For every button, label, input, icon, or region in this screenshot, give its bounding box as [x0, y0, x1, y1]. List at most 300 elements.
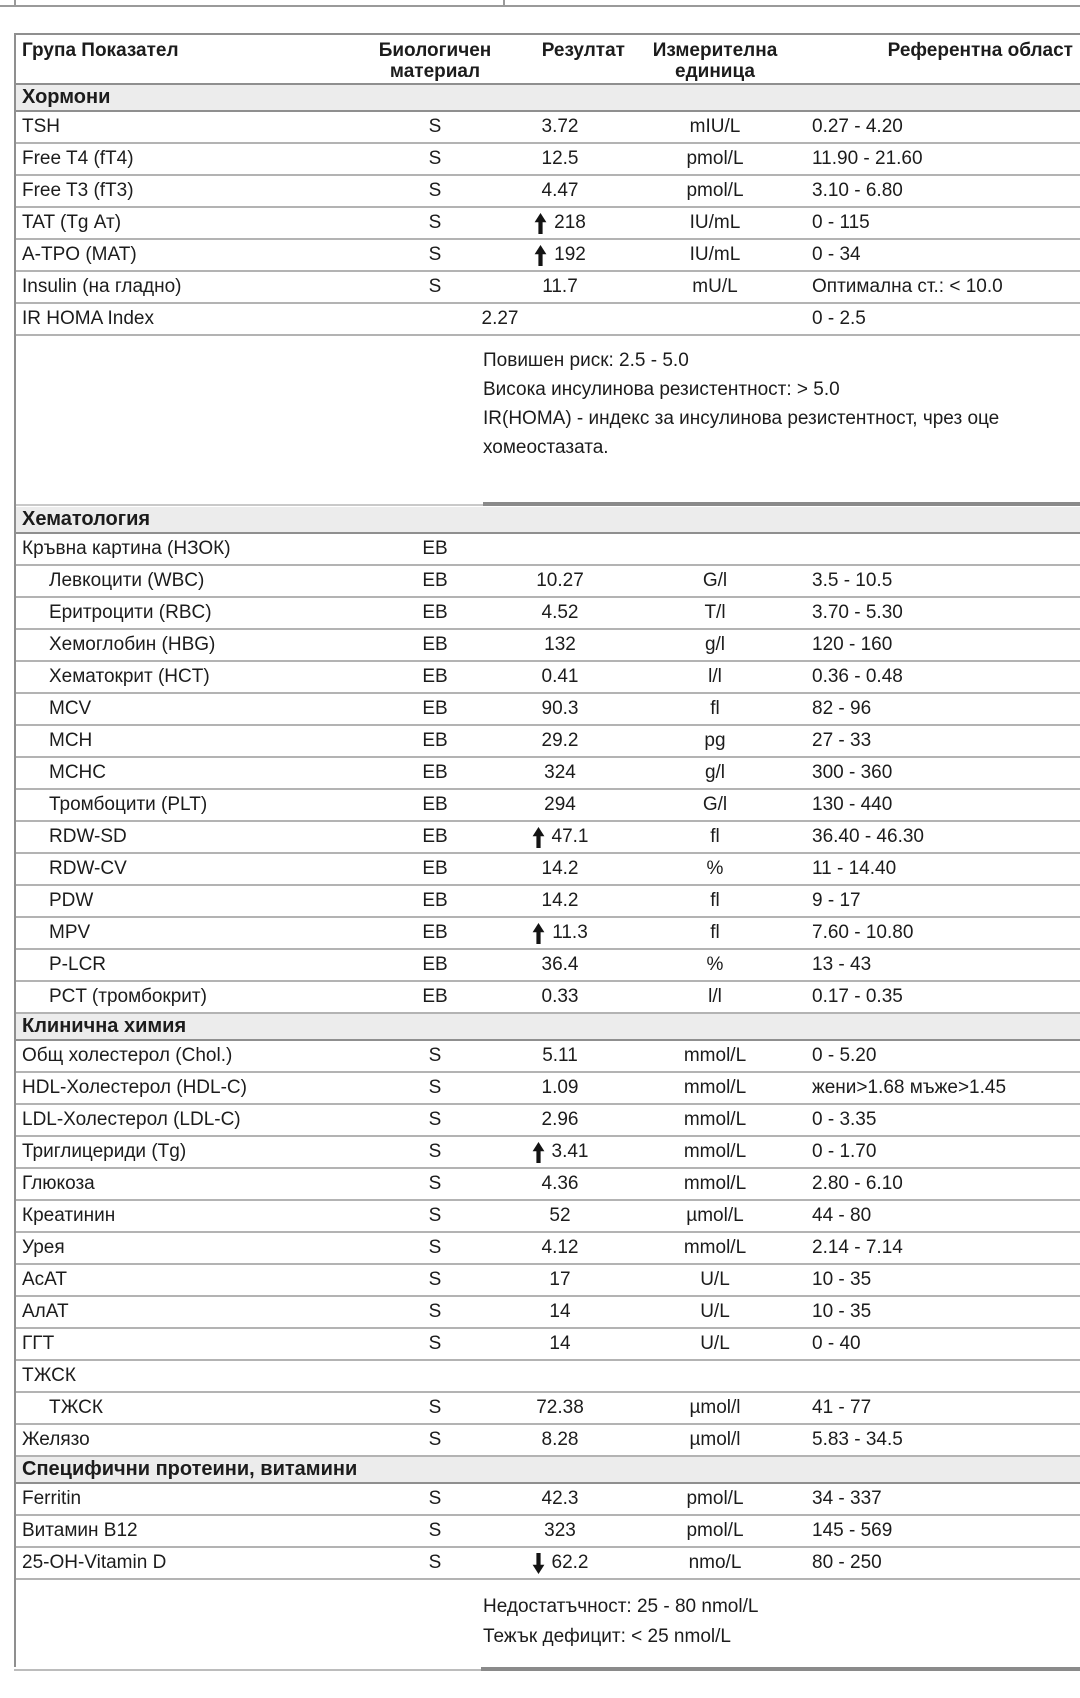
unit-cell: G/l: [702, 794, 728, 815]
indicator-name: Глюкоза: [22, 1173, 95, 1194]
note-line: IR(HOMA) - индекс за инсулинова резистентност, чрез оце: [483, 408, 1000, 429]
reference-cell: 10 - 35: [812, 1269, 872, 1290]
table-row: [16, 982, 1080, 1014]
indicator-name: Урея: [22, 1237, 65, 1258]
material-cell: ЕВ: [422, 634, 448, 655]
indicator-name: Еритроцити (RBC): [49, 602, 212, 623]
unit-cell: µmol/l: [689, 1397, 741, 1418]
reference-cell: 11.90 - 21.60: [812, 148, 923, 169]
result-cell: [495, 854, 625, 884]
result-cell: [495, 566, 625, 596]
result-cell: [495, 598, 625, 628]
reference-cell: 13 - 43: [812, 954, 872, 975]
arrow-down-icon: [532, 1553, 545, 1574]
material-cell: S: [428, 1333, 442, 1354]
unit-cell: %: [706, 858, 724, 879]
result-value: 192: [554, 244, 586, 265]
result-value: 42.3: [541, 1488, 579, 1509]
result-value: 218: [554, 212, 586, 233]
bottom-rule-dark-segment: [481, 1667, 1080, 1671]
arrow-up-icon: [534, 213, 547, 234]
result-cell: [495, 918, 625, 948]
result-cell: [495, 1329, 625, 1359]
section-header: Специфични протеини, витамини: [16, 1457, 1080, 1484]
indicator-name: Insulin (на гладно): [22, 276, 182, 297]
result-cell: [375, 304, 625, 334]
result-cell: [495, 1484, 625, 1514]
result-cell: [495, 694, 625, 724]
unit-cell: mmol/L: [683, 1109, 747, 1130]
result-cell: [495, 1105, 625, 1135]
table-row: [16, 1201, 1080, 1233]
indicator-name: Free T4 (fT4): [22, 148, 134, 169]
previous-table-left-border-tick: [14, 0, 16, 7]
unit-cell: pmol/L: [686, 148, 744, 169]
material-cell: S: [428, 1552, 442, 1573]
unit-cell: U/L: [700, 1301, 730, 1322]
unit-cell: fl: [710, 826, 720, 847]
unit-cell: [625, 304, 805, 334]
material-cell: S: [428, 1109, 442, 1130]
result-value: 29.2: [541, 730, 579, 751]
material-cell: [375, 1361, 495, 1391]
column-header-line: единица: [675, 61, 755, 82]
result-value: 11.7: [542, 276, 578, 297]
table-row: [16, 950, 1080, 982]
material-cell: ЕВ: [422, 826, 448, 847]
result-cell: [495, 144, 625, 174]
unit-cell: U/L: [700, 1269, 730, 1290]
result-cell: [495, 822, 625, 852]
result-value: 4.47: [541, 180, 579, 201]
indicator-name: RDW-CV: [49, 858, 127, 879]
result-cell: [495, 1548, 625, 1578]
unit-cell: G/l: [702, 570, 728, 591]
material-cell: ЕВ: [422, 794, 448, 815]
material-cell: ЕВ: [422, 986, 448, 1007]
material-cell: S: [428, 1141, 442, 1162]
unit-cell: mmol/L: [683, 1237, 747, 1258]
indicator-name: MPV: [49, 922, 91, 943]
unit-cell: pmol/L: [686, 1520, 744, 1541]
result-cell: [495, 1169, 625, 1199]
reference-cell: [805, 534, 1080, 564]
result-cell: [495, 1516, 625, 1546]
material-cell: S: [428, 180, 442, 201]
material-cell: S: [428, 116, 442, 137]
unit-cell: IU/mL: [689, 244, 741, 265]
result-value: 14.2: [541, 858, 579, 879]
unit-cell: mmol/L: [683, 1045, 747, 1066]
material-cell: S: [428, 1205, 442, 1226]
material-cell: S: [428, 212, 442, 233]
material-cell: S: [428, 1173, 442, 1194]
table-row: [16, 1297, 1080, 1329]
previous-table-bottom-rule: [0, 5, 1080, 7]
result-cell: [495, 1297, 625, 1327]
table-row: [16, 208, 1080, 240]
indicator-name: Ferritin: [22, 1488, 82, 1509]
reference-cell: 3.5 - 10.5: [812, 570, 893, 591]
table-row: [16, 1041, 1080, 1073]
arrow-up-icon: [532, 1142, 545, 1163]
result-value: 324: [544, 762, 576, 783]
result-value: 72.38: [536, 1397, 584, 1418]
column-header-line: материал: [389, 61, 481, 82]
result-value: 14: [549, 1333, 571, 1354]
unit-cell: T/l: [704, 602, 726, 623]
material-cell: ЕВ: [422, 570, 448, 591]
table-row: [16, 1484, 1080, 1516]
result-value: 0.41: [541, 666, 579, 687]
material-cell: S: [428, 1520, 442, 1541]
table-row: [16, 112, 1080, 144]
indicator-name: ГГТ: [22, 1333, 55, 1354]
table-row: [16, 1105, 1080, 1137]
reference-cell: 7.60 - 10.80: [812, 922, 914, 943]
reference-cell: 120 - 160: [812, 634, 893, 655]
reference-cell: 41 - 77: [812, 1397, 872, 1418]
reference-cell: Оптимална ст.: < 10.0: [812, 276, 1003, 297]
material-cell: ЕВ: [422, 538, 448, 559]
result-value: 47.1: [551, 826, 589, 847]
table-row: [16, 822, 1080, 854]
material-cell: ЕВ: [422, 922, 448, 943]
unit-cell: mIU/L: [689, 116, 741, 137]
arrow-up-icon: [532, 827, 545, 848]
material-cell: S: [428, 1269, 442, 1290]
column-header-line: Група Показател: [22, 40, 179, 61]
result-cell: [495, 790, 625, 820]
result-value: 12.5: [541, 148, 579, 169]
material-cell: ЕВ: [422, 698, 448, 719]
unit-cell: U/L: [700, 1333, 730, 1354]
table-row: [16, 566, 1080, 598]
reference-cell: 2.14 - 7.14: [812, 1237, 903, 1258]
unit-cell: mmol/L: [683, 1141, 747, 1162]
reference-cell: жени>1.68 мъже>1.45: [812, 1077, 1007, 1098]
section-header: Клинична химия: [16, 1014, 1080, 1041]
indicator-name: Креатинин: [22, 1205, 116, 1226]
material-cell: S: [428, 1397, 442, 1418]
result-value: 4.12: [541, 1237, 579, 1258]
table-row: [16, 1329, 1080, 1361]
table-row: [16, 240, 1080, 272]
unit-cell: µmol/l: [689, 1429, 741, 1450]
result-cell: [495, 1041, 625, 1071]
result-value: 323: [544, 1520, 576, 1541]
result-cell: [495, 112, 625, 142]
result-value: 14: [549, 1301, 571, 1322]
result-value: 2.96: [541, 1109, 579, 1130]
unit-cell: fl: [710, 890, 720, 911]
result-value: 14.2: [541, 890, 579, 911]
table-row: [16, 790, 1080, 822]
result-cell: [495, 1425, 625, 1455]
unit-cell: mmol/L: [683, 1173, 747, 1194]
result-cell: [495, 1393, 625, 1423]
result-cell: [495, 982, 625, 1012]
reference-cell: 300 - 360: [812, 762, 893, 783]
result-cell: [495, 1073, 625, 1103]
notes-block: [16, 336, 1080, 502]
table-row: [16, 1169, 1080, 1201]
result-value: 52: [549, 1205, 571, 1226]
unit-cell: mmol/L: [683, 1077, 747, 1098]
unit-cell: fl: [710, 922, 720, 943]
column-header-reference: [805, 40, 1080, 83]
column-header-unit: [625, 40, 805, 83]
indicator-name: ТЖСК: [22, 1365, 76, 1386]
unit-cell: g/l: [704, 634, 726, 655]
indicator-name: TSH: [22, 116, 60, 137]
result-value: 0.33: [541, 986, 579, 1007]
table-row: [16, 758, 1080, 790]
indicator-name: A-TPO (MAT): [22, 244, 137, 265]
unit-cell: [625, 1361, 805, 1391]
result-cell: [495, 534, 625, 564]
indicator-name: Тромбоцити (PLT): [49, 794, 208, 815]
result-cell: [495, 662, 625, 692]
material-cell: ЕВ: [422, 666, 448, 687]
table-row: [16, 1265, 1080, 1297]
table-row: [16, 1516, 1080, 1548]
unit-cell: pmol/L: [686, 180, 744, 201]
previous-table-column-tick: [503, 0, 505, 7]
reference-cell: 0 - 2.5: [812, 308, 866, 329]
unit-cell: fl: [710, 698, 720, 719]
result-value: 3.72: [541, 116, 579, 137]
indicator-name: Хематокрит (HCT): [49, 666, 210, 687]
table-row: [16, 630, 1080, 662]
reference-cell: 3.10 - 6.80: [812, 180, 903, 201]
note-line: Тежък дефицит: < 25 nmol/L: [483, 1626, 731, 1647]
result-cell: [495, 758, 625, 788]
material-cell: ЕВ: [422, 890, 448, 911]
result-cell: [495, 1137, 625, 1167]
reference-cell: 0.27 - 4.20: [812, 116, 903, 137]
table-row: [16, 726, 1080, 758]
unit-cell: nmo/L: [688, 1552, 742, 1573]
reference-cell: 0 - 34: [812, 244, 861, 265]
result-value: 62.2: [551, 1552, 589, 1573]
indicator-name: Желязо: [22, 1429, 90, 1450]
reference-cell: 34 - 337: [812, 1488, 882, 1509]
notes-block: [16, 1580, 1080, 1667]
note-line: Повишен риск: 2.5 - 5.0: [483, 350, 689, 371]
arrow-up-icon: [532, 923, 545, 944]
material-cell: S: [428, 1237, 442, 1258]
material-cell: S: [428, 1077, 442, 1098]
result-value: 11.3: [552, 922, 588, 943]
table-row: [16, 694, 1080, 726]
reference-cell: 0.17 - 0.35: [812, 986, 903, 1007]
result-value: 36.4: [541, 954, 579, 975]
divider-light-segment: [16, 504, 483, 506]
reference-cell: 80 - 250: [812, 1552, 882, 1573]
table-row: [16, 1233, 1080, 1265]
column-header-group-indicator: [16, 40, 375, 83]
section-divider: [16, 502, 1080, 507]
indicator-name: АлАТ: [22, 1301, 69, 1322]
unit-cell: g/l: [704, 762, 726, 783]
material-cell: ЕВ: [422, 954, 448, 975]
column-header-result: [495, 40, 625, 83]
material-cell: S: [428, 1488, 442, 1509]
material-cell: S: [428, 148, 442, 169]
table-row: [16, 918, 1080, 950]
result-cell: [495, 1201, 625, 1231]
table-header-row: [16, 35, 1080, 85]
indicator-name: MCH: [49, 730, 93, 751]
reference-cell: 145 - 569: [812, 1520, 893, 1541]
column-header-line: Биологичен: [378, 40, 492, 61]
reference-cell: 0 - 5.20: [812, 1045, 877, 1066]
column-header-line: Резултат: [541, 40, 625, 61]
indicator-name: MCV: [49, 698, 92, 719]
reference-cell: 9 - 17: [812, 890, 861, 911]
result-value: 1.09: [541, 1077, 579, 1098]
material-cell: ЕВ: [422, 762, 448, 783]
material-cell: S: [428, 276, 442, 297]
reference-cell: 130 - 440: [812, 794, 893, 815]
section-header: Хематология: [16, 507, 1080, 534]
reference-cell: 44 - 80: [812, 1205, 872, 1226]
column-header-material: [375, 40, 495, 83]
table-row: [16, 1425, 1080, 1457]
report-table: [14, 33, 1080, 1667]
reference-cell: 0 - 40: [812, 1333, 861, 1354]
indicator-name: TAT (Tg Ат): [22, 212, 122, 233]
indicator-name: MCHC: [49, 762, 106, 783]
result-value: 2.27: [481, 308, 519, 329]
result-value: 10.27: [536, 570, 584, 591]
reference-cell: 5.83 - 34.5: [812, 1429, 903, 1450]
result-value: 5.11: [542, 1045, 578, 1066]
table-row: [16, 304, 1080, 336]
result-value: 90.3: [541, 698, 579, 719]
unit-cell: mU/L: [692, 276, 738, 297]
unit-cell: pmol/L: [686, 1488, 744, 1509]
unit-cell: [625, 534, 805, 564]
reference-cell: 0 - 115: [812, 212, 870, 233]
material-cell: S: [428, 1429, 442, 1450]
material-cell: ЕВ: [422, 730, 448, 751]
indicator-name: HDL-Холестерол (HDL-C): [22, 1077, 247, 1098]
result-cell: [495, 240, 625, 270]
table-row: [16, 854, 1080, 886]
indicator-name: Триглицериди (Tg): [22, 1141, 187, 1162]
bottom-rule-light-segment: [14, 1669, 481, 1671]
indicator-name: Free T3 (fT3): [22, 180, 134, 201]
indicator-name: RDW-SD: [49, 826, 127, 847]
indicator-name: PDW: [49, 890, 94, 911]
table-row: [16, 176, 1080, 208]
result-cell: [495, 950, 625, 980]
reference-cell: 27 - 33: [812, 730, 872, 751]
indicator-name: АсАТ: [22, 1269, 67, 1290]
indicator-name: P-LCR: [49, 954, 107, 975]
result-value: 17: [549, 1269, 571, 1290]
table-row: [16, 534, 1080, 566]
unit-cell: l/l: [708, 986, 722, 1007]
table-row: [16, 144, 1080, 176]
reference-cell: 36.40 - 46.30: [812, 826, 924, 847]
reference-cell: 0.36 - 0.48: [812, 666, 903, 687]
table-row: [16, 1137, 1080, 1169]
result-value: 132: [544, 634, 576, 655]
result-value: 4.36: [541, 1173, 579, 1194]
indicator-name: Кръвна картина (НЗОК): [22, 538, 231, 559]
reference-cell: 0 - 3.35: [812, 1109, 877, 1130]
table-row: [16, 272, 1080, 304]
indicator-name: Общ холестерол (Chol.): [22, 1045, 233, 1066]
reference-cell: 3.70 - 5.30: [812, 602, 903, 623]
indicator-name: Витамин В12: [22, 1520, 138, 1541]
table-row: [16, 1073, 1080, 1105]
result-cell: [495, 726, 625, 756]
unit-cell: IU/mL: [689, 212, 741, 233]
indicator-name: Левкоцити (WBC): [49, 570, 205, 591]
reference-cell: 2.80 - 6.10: [812, 1173, 903, 1194]
indicator-name: 25-OH-Vitamin D: [22, 1552, 167, 1573]
result-cell: [495, 1361, 625, 1391]
reference-cell: 10 - 35: [812, 1301, 872, 1322]
note-line: Недостатъчност: 25 - 80 nmol/L: [483, 1596, 759, 1617]
table-row: [16, 1393, 1080, 1425]
divider-dark-segment: [483, 502, 1080, 506]
unit-cell: l/l: [708, 666, 722, 687]
table-row: [16, 886, 1080, 918]
indicator-name: Хемоглобин (HBG): [49, 634, 216, 655]
reference-cell: [805, 1361, 1080, 1391]
result-cell: [495, 1233, 625, 1263]
result-value: 294: [544, 794, 576, 815]
arrow-up-icon: [534, 245, 547, 266]
result-value: 4.52: [541, 602, 579, 623]
column-header-line: Измерителна: [652, 40, 778, 61]
table-row: [16, 1548, 1080, 1580]
indicator-name: LDL-Холестерол (LDL-C): [22, 1109, 241, 1130]
note-line: хомеостазата.: [483, 437, 609, 458]
result-cell: [495, 1265, 625, 1295]
table-row: [16, 598, 1080, 630]
result-cell: [495, 272, 625, 302]
result-cell: [495, 630, 625, 660]
material-cell: S: [428, 1045, 442, 1066]
reference-cell: 11 - 14.40: [812, 858, 897, 879]
result-value: 3.41: [551, 1141, 589, 1162]
unit-cell: %: [706, 954, 724, 975]
note-line: Висока инсулинова резистентност: > 5.0: [483, 379, 840, 400]
result-cell: [495, 176, 625, 206]
unit-cell: pg: [704, 730, 726, 751]
reference-cell: 82 - 96: [812, 698, 872, 719]
result-cell: [495, 886, 625, 916]
table-row: [16, 662, 1080, 694]
material-cell: ЕВ: [422, 858, 448, 879]
column-header-line: Референтна област: [887, 40, 1073, 61]
material-cell: S: [428, 244, 442, 265]
material-cell: ЕВ: [422, 602, 448, 623]
section-header: Хормони: [16, 85, 1080, 112]
material-cell: S: [428, 1301, 442, 1322]
table-row: [16, 1361, 1080, 1393]
page-bottom-rule: [14, 1667, 1080, 1672]
result-cell: [495, 208, 625, 238]
indicator-name: IR HOMA Index: [22, 308, 154, 329]
indicator-name: PCT (тромбокрит): [49, 986, 207, 1007]
